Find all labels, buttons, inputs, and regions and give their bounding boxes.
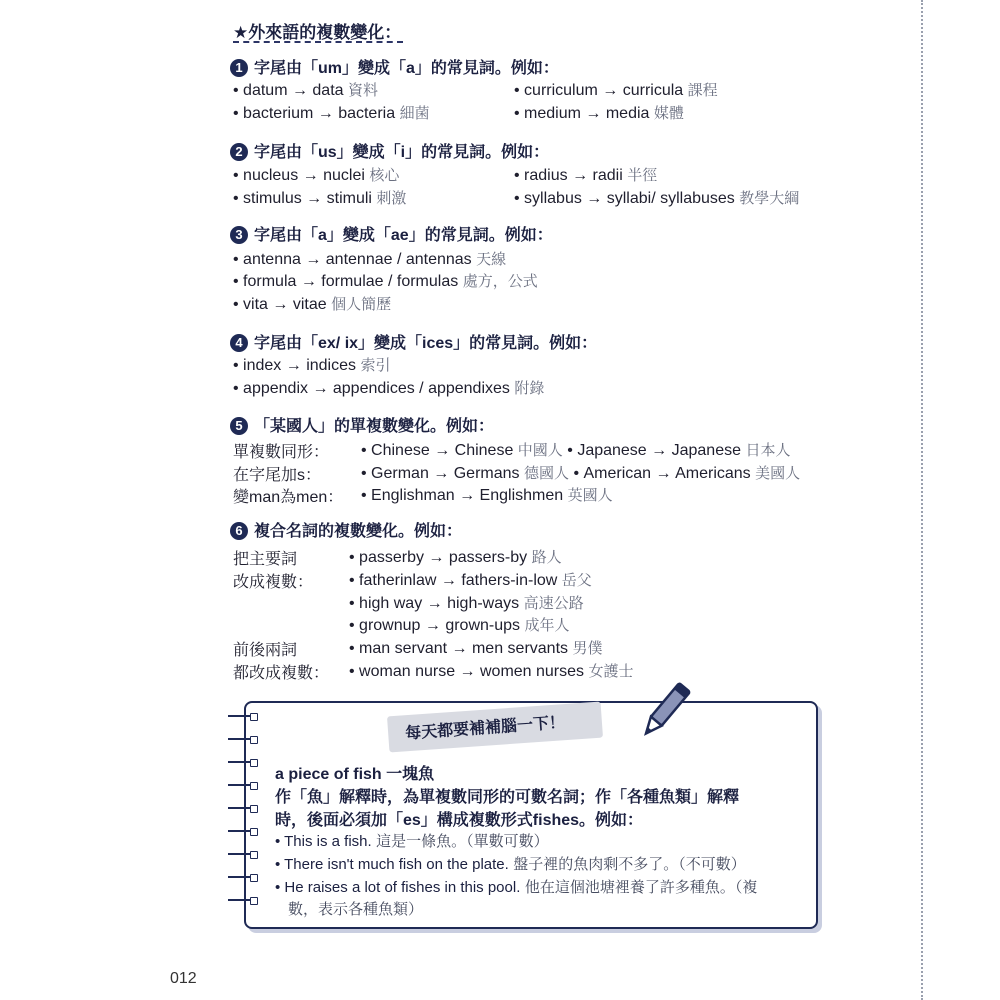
list-item: • fatherinlaw → fathers-in-low 岳父 bbox=[349, 572, 592, 589]
section-4-heading: 4 字尾由「ex/ ix」變成「ices」的常見詞。例如： bbox=[230, 330, 597, 353]
section-number-badge: 4 bbox=[230, 334, 248, 352]
list-item: • curriculum → curricula 課程 bbox=[514, 82, 718, 99]
list-item: • Chinese → Chinese 中國人 • Japanese → Japanese 日本人 bbox=[361, 442, 791, 459]
row-label: 把主要詞 bbox=[233, 551, 298, 568]
example-line: • This is a fish. 這是一條魚。（單數可數） bbox=[275, 833, 549, 850]
spiral-ring-icon bbox=[228, 759, 260, 765]
list-item: • nucleus → nuclei 核心 bbox=[233, 167, 400, 184]
row-label: 改成複數： bbox=[233, 574, 314, 591]
example-line: • There isn't much fish on the plate. 盤子裡的魚肉剩不多了。（不可數） bbox=[275, 856, 746, 873]
list-item: • high way → high-ways 高速公路 bbox=[349, 595, 584, 612]
example-line: • He raises a lot of fishes in this pool. 他在這個池塘裡養了許多種魚。（複 bbox=[275, 879, 758, 896]
list-item: • man servant → men servants 男僕 bbox=[349, 640, 603, 657]
row-label: 都改成複數： bbox=[233, 665, 330, 682]
spiral-ring-icon bbox=[228, 736, 260, 742]
section-number-badge: 5 bbox=[230, 417, 248, 435]
section-number-badge: 6 bbox=[230, 522, 248, 540]
list-item: • index → indices 索引 bbox=[233, 357, 391, 374]
tip-paragraph: 時，後面必須加「es」構成複數形式fishes。例如： bbox=[275, 812, 644, 829]
section-number-badge: 1 bbox=[230, 59, 248, 77]
spiral-ring-icon bbox=[228, 713, 260, 719]
spiral-ring-icon bbox=[228, 851, 260, 857]
list-item: • woman nurse → women nurses 女護士 bbox=[349, 663, 634, 680]
spiral-ring-icon bbox=[228, 897, 260, 903]
spiral-ring-icon bbox=[228, 805, 260, 811]
section-2-heading: 2 字尾由「us」變成「i」的常見詞。例如： bbox=[230, 139, 549, 162]
list-item: • antenna → antennae / antennas 天線 bbox=[233, 251, 507, 268]
title-underline bbox=[233, 41, 403, 43]
spiral-ring-icon bbox=[228, 874, 260, 880]
page-number: 012 bbox=[170, 970, 197, 987]
tip-paragraph: 作「魚」解釋時，為單複數同形的可數名詞；作「各種魚類」解釋 bbox=[275, 789, 740, 806]
section-number-badge: 3 bbox=[230, 226, 248, 244]
pen-icon bbox=[628, 676, 700, 748]
list-item: • passerby → passers-by 路人 bbox=[349, 549, 562, 566]
list-item: • Englishman → Englishmen 英國人 bbox=[361, 487, 613, 504]
spiral-ring-icon bbox=[228, 828, 260, 834]
list-item: • German → Germans 德國人 • American → Americans 美國人 bbox=[361, 465, 801, 482]
example-line-continued: 數，表示各種魚類） bbox=[288, 901, 424, 918]
section-5-heading: 5 「某國人」的單複數變化。例如： bbox=[230, 413, 494, 436]
row-label: 單複數同形： bbox=[233, 444, 330, 461]
row-label: 變man為men： bbox=[233, 489, 344, 506]
list-item: • stimulus → stimuli 刺激 bbox=[233, 190, 407, 207]
page-title: ★外來語的複數變化： bbox=[233, 23, 402, 42]
list-item: • bacterium → bacteria 細菌 bbox=[233, 105, 430, 122]
section-6-heading: 6 複合名詞的複數變化。例如： bbox=[230, 518, 462, 541]
section-1-heading: 1 字尾由「um」變成「a」的常見詞。例如： bbox=[230, 55, 559, 78]
list-item: • datum → data 資料 bbox=[233, 82, 379, 99]
list-item: • syllabus → syllabi/ syllabuses 教學大綱 bbox=[514, 190, 800, 207]
list-item: • formula → formulae / formulas 處方，公式 bbox=[233, 273, 538, 290]
list-item: • medium → media 媒體 bbox=[514, 105, 684, 122]
list-item: • grownup → grown-ups 成年人 bbox=[349, 617, 570, 634]
spiral-ring-icon bbox=[228, 782, 260, 788]
row-label: 前後兩詞 bbox=[233, 642, 298, 659]
tip-heading: a piece of fish 一塊魚 bbox=[275, 766, 435, 783]
banner-title: 每天都要補補腦一下！ bbox=[404, 714, 566, 743]
section-number-badge: 2 bbox=[230, 143, 248, 161]
list-item: • radius → radii 半徑 bbox=[514, 167, 658, 184]
section-3-heading: 3 字尾由「a」變成「ae」的常見詞。例如： bbox=[230, 222, 553, 245]
list-item: • appendix → appendices / appendixes 附錄 bbox=[233, 380, 545, 397]
list-item: • vita → vitae 個人簡歷 bbox=[233, 296, 392, 313]
margin-dotted-rule bbox=[921, 0, 923, 1000]
row-label: 在字尾加s： bbox=[233, 467, 322, 484]
